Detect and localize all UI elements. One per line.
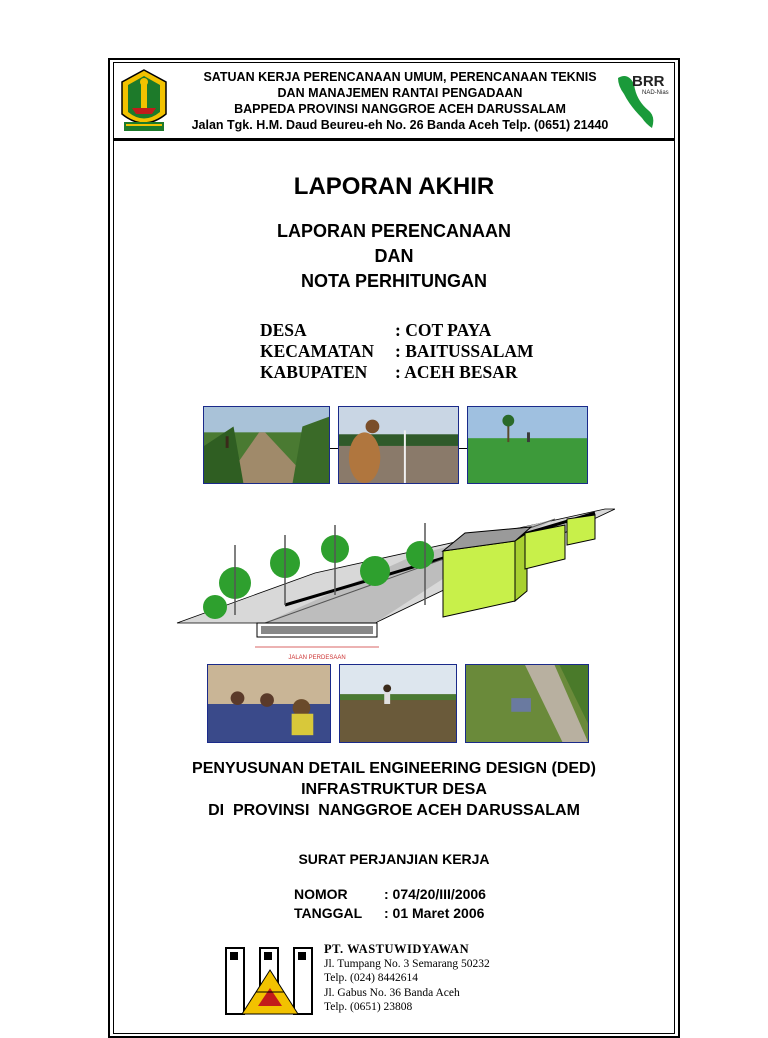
contract-nomor — [294, 886, 486, 902]
brr-logo-text: BRR — [632, 73, 665, 90]
company-address-2: Jl. Gabus No. 36 Banda Aceh — [324, 986, 460, 999]
kabupaten-value: : ACEH BESAR — [395, 362, 518, 382]
location-kecamatan — [260, 341, 534, 362]
brr-logo — [612, 66, 670, 136]
project-line-2: INFRASTRUKTUR DESA — [301, 781, 487, 798]
contract-tanggal — [294, 905, 484, 921]
company-info — [324, 942, 490, 1015]
subtitle-line-2: DAN — [374, 246, 414, 266]
project-description — [113, 758, 675, 821]
brr-logo-subtext: NAD-Nias — [642, 90, 669, 96]
subtitle-line-1: LAPORAN PERENCANAAN — [276, 221, 511, 241]
photo-connector — [459, 448, 467, 449]
kecamatan-value: : BAITUSSALAM — [395, 341, 534, 361]
project-line-3: DI PROVINSI NANGGROE ACEH DARUSSALAM — [208, 802, 580, 819]
photo-village-road — [203, 406, 330, 484]
company-phone-2: Telp. (0651) 23808 — [324, 1001, 413, 1013]
tanggal-value: : 01 Maret 2006 — [384, 905, 485, 921]
company-logo — [224, 944, 316, 1016]
road-design-drawing — [175, 505, 615, 665]
drawing-caption: JALAN PERDESAAN — [288, 655, 346, 661]
header-line-2: DAN MANAJEMEN RANTAI PENGADAAN — [277, 86, 523, 100]
header-line-3: BAPPEDA PROVINSI NANGGROE ACEH DARUSSALAM — [234, 102, 566, 116]
header-line-4: Jalan Tgk. H.M. Daud Beureu-eh No. 26 Banda Aceh Telp. (0651) 21440 — [191, 118, 609, 132]
report-subtitle — [113, 219, 675, 294]
project-line-1: PENYUSUNAN DETAIL ENGINEERING DESIGN (DED) — [192, 760, 596, 777]
desa-label: DESA — [260, 320, 307, 340]
photo-connector — [330, 448, 338, 449]
location-kabupaten — [260, 362, 518, 383]
report-title: LAPORAN AKHIR — [293, 173, 495, 200]
kecamatan-label: KECAMATAN — [260, 341, 375, 361]
location-desa — [260, 320, 491, 341]
photo-survey-canal — [338, 406, 459, 484]
header-divider — [113, 138, 675, 141]
kabupaten-label: KABUPATEN — [260, 362, 368, 382]
photo-field-work — [339, 664, 457, 743]
company-phone-1: Telp. (024) 8442614 — [324, 972, 419, 984]
subtitle-line-3: NOTA PERHITUNGAN — [301, 271, 487, 291]
photo-roadside-ditch — [465, 664, 589, 743]
header-line-1: SATUAN KERJA PERENCANAAN UMUM, PERENCANAAN TEKNIS — [203, 70, 597, 84]
company-address-1: Jl. Tumpang No. 3 Semarang 50232 — [324, 957, 490, 970]
nomor-value: : 074/20/III/2006 — [384, 886, 486, 902]
company-name: PT. WASTUWIDYAWAN — [324, 942, 470, 956]
photo-village-meeting — [207, 664, 331, 743]
contract-heading: SURAT PERJANJIAN KERJA — [298, 851, 490, 867]
desa-value: : COT PAYA — [395, 320, 492, 340]
tanggal-label: TANGGAL — [294, 905, 363, 921]
nomor-label: NOMOR — [294, 886, 348, 902]
photo-field-survey — [467, 406, 588, 484]
